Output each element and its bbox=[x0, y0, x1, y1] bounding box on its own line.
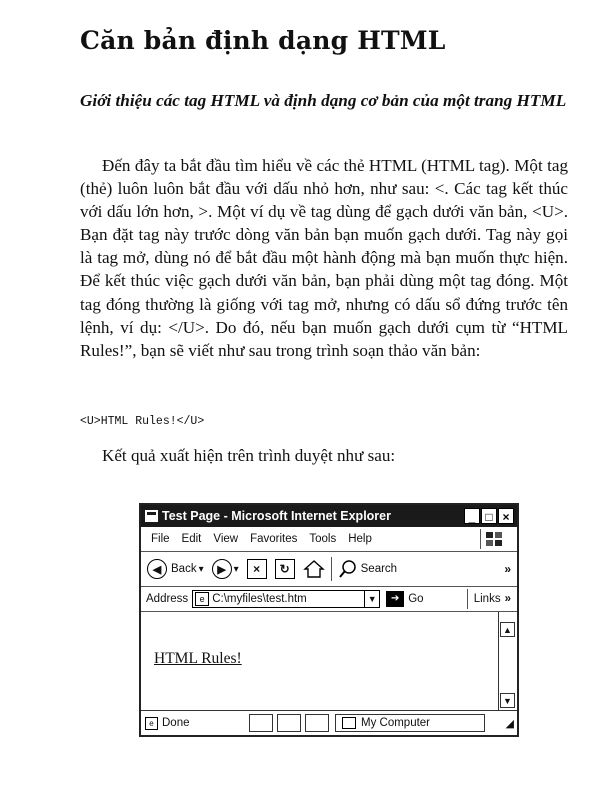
menu-file[interactable]: File bbox=[151, 533, 170, 545]
stop-button[interactable] bbox=[247, 559, 267, 579]
window-controls bbox=[464, 508, 514, 524]
back-label: Back bbox=[171, 563, 197, 575]
back-arrow-icon: ◀ bbox=[147, 559, 167, 579]
forward-arrow-icon: ▶ bbox=[212, 559, 232, 579]
menu-bar bbox=[141, 527, 517, 552]
home-button[interactable] bbox=[303, 559, 325, 579]
refresh-icon: ↻ bbox=[275, 559, 295, 579]
links-label: Links bbox=[473, 593, 501, 605]
ie-page-icon bbox=[145, 510, 158, 522]
address-input[interactable] bbox=[192, 590, 380, 608]
code-sample: <U>HTML Rules!</U> bbox=[80, 415, 205, 428]
body-paragraph bbox=[80, 154, 568, 362]
resize-grip-icon[interactable]: ◢ bbox=[505, 717, 514, 730]
go-arrow-icon: ➔ bbox=[386, 591, 404, 607]
result-caption: Kết quả xuất hiện trên trình duyệt như sau: bbox=[102, 446, 396, 465]
address-label: Address bbox=[146, 593, 189, 605]
search-icon bbox=[338, 559, 358, 579]
page-title: Căn bản định dạng HTML bbox=[80, 26, 446, 55]
address-bar bbox=[141, 587, 517, 612]
status-zone bbox=[335, 714, 485, 732]
search-label: Search bbox=[360, 563, 398, 575]
links-more: » bbox=[504, 593, 511, 605]
vertical-scrollbar[interactable] bbox=[498, 612, 517, 710]
scroll-down-icon[interactable]: ▼ bbox=[500, 693, 515, 708]
refresh-button[interactable] bbox=[275, 559, 295, 579]
browser-content bbox=[141, 612, 517, 710]
computer-icon bbox=[342, 717, 356, 729]
stop-icon: × bbox=[247, 559, 267, 579]
address-value: C:\myfiles\test.htm bbox=[212, 593, 307, 605]
underlined-text: HTML Rules! bbox=[154, 650, 242, 667]
status-pane bbox=[305, 714, 329, 732]
chevron-down-icon[interactable]: ▼ bbox=[364, 591, 379, 607]
go-button[interactable] bbox=[386, 591, 423, 607]
toolbar-more-button[interactable]: » bbox=[504, 562, 511, 576]
status-done bbox=[145, 717, 249, 730]
browser-titlebar[interactable] bbox=[141, 505, 517, 527]
toolbar-separator bbox=[331, 557, 332, 581]
page-icon: e bbox=[195, 592, 209, 606]
section-subtitle: Giới thiệu các tag HTML và định dạng cơ bản của một trang HTML bbox=[80, 91, 567, 110]
status-bar bbox=[141, 710, 517, 735]
home-icon bbox=[303, 559, 325, 579]
chevron-down-icon: ▾ bbox=[233, 563, 239, 575]
scroll-up-icon[interactable]: ▲ bbox=[500, 622, 515, 637]
browser-window bbox=[139, 503, 519, 737]
go-label: Go bbox=[408, 593, 424, 605]
back-button[interactable] bbox=[147, 559, 204, 579]
chevron-down-icon: ▾ bbox=[198, 563, 204, 575]
status-pane bbox=[277, 714, 301, 732]
close-button[interactable]: × bbox=[498, 508, 514, 524]
search-button[interactable] bbox=[338, 559, 397, 579]
page-icon: e bbox=[145, 717, 158, 730]
body-paragraph-text: Đến đây ta bắt đầu tìm hiểu về các thẻ HTML (HTML tag). Một tag (thẻ) luôn luôn bắt đầu với dấu nhỏ hơn, như sau: <. Các tag kết thúc với dấu lớn hơn, >. Một ví dụ về tag dùng để gạch dưới văn bản, <U>. Bạn đặt tag này trước dòng văn bản bạn muốn gạch dưới. Tag này gọi là tag mở, dùng nó để bắt đầu một hành động mà bạn muốn thực hiện. Để kết thúc việc gạch dưới văn bản, bạn phải dùng một tag đóng. Một tag đóng thường là giống với tag mở, nhưng có dấu sổ đứng trước tên lệnh, ví dụ: </U>. Do đó, nếu bạn muốn gạch dưới cụm từ “HTML Rules!”, bạn sẽ viết như sau trong trình soạn thảo văn bản: bbox=[80, 156, 568, 360]
forward-button[interactable] bbox=[212, 559, 239, 579]
menu-tools[interactable]: Tools bbox=[309, 533, 337, 545]
menu-edit[interactable]: Edit bbox=[181, 533, 202, 545]
standard-toolbar bbox=[141, 552, 517, 587]
status-pane bbox=[249, 714, 273, 732]
minimize-button[interactable]: _ bbox=[464, 508, 480, 524]
menu-view[interactable]: View bbox=[213, 533, 239, 545]
browser-title: Test Page - Microsoft Internet Explorer bbox=[162, 509, 391, 523]
links-button[interactable] bbox=[467, 589, 511, 609]
status-text: Done bbox=[162, 717, 190, 729]
menu-help[interactable]: Help bbox=[348, 533, 372, 545]
menu-favorites[interactable]: Favorites bbox=[250, 533, 298, 545]
zone-label: My Computer bbox=[361, 717, 431, 729]
maximize-button[interactable]: □ bbox=[481, 508, 497, 524]
windows-logo-icon bbox=[480, 529, 507, 549]
